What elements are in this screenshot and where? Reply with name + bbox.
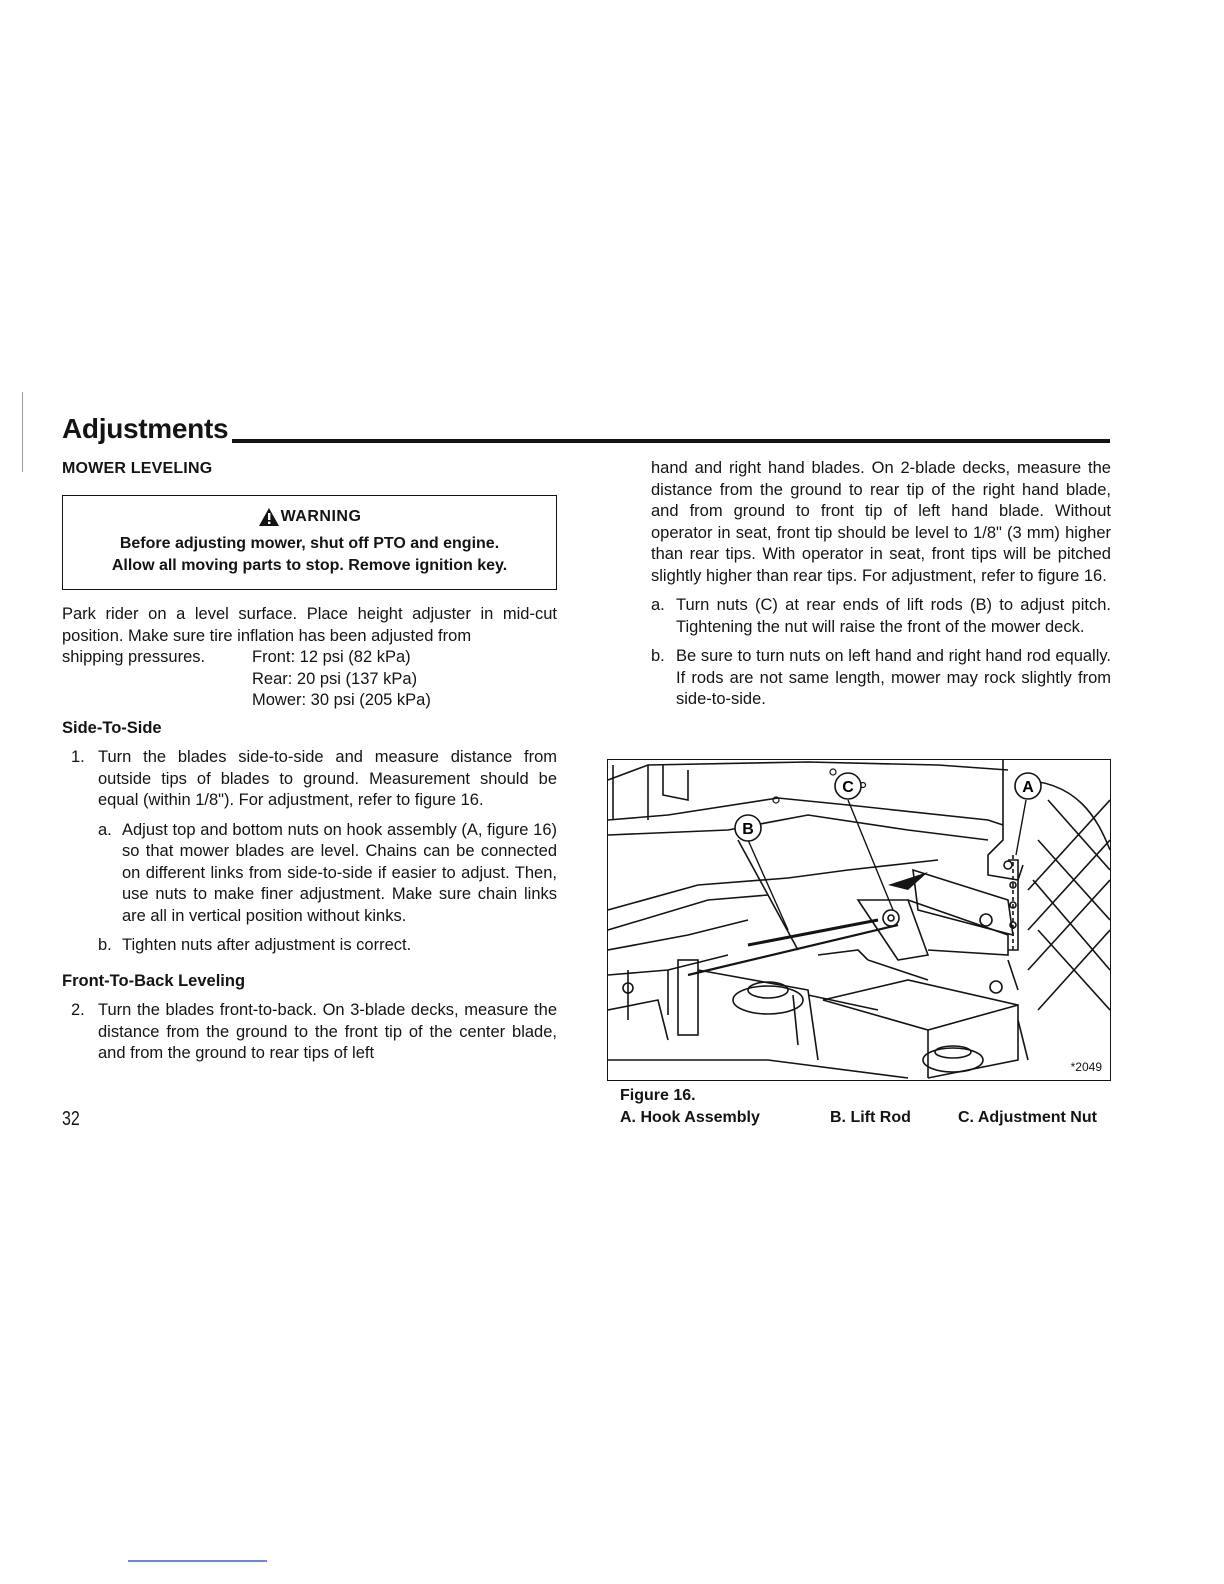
step-2-number: 2. xyxy=(71,1001,85,1019)
figure-code: *2049 xyxy=(1070,1060,1102,1074)
pressure-mower: Mower: 30 psi (205 kPa) xyxy=(252,691,431,709)
step-1a-text: Adjust top and bottom nuts on hook assembly (A, figure 16) so that mower blades are level. Chains can be connected on different links from side-to-side if easier to adjust. Then, use nuts to make finer adjustment. Make sure chain links are all in vertical position without kinks. xyxy=(122,820,557,925)
warning-label: WARNING xyxy=(280,507,362,525)
step-1a xyxy=(98,820,557,928)
step-1 xyxy=(62,747,557,812)
pressure-front: Front: 12 psi (82 kPa) xyxy=(252,648,411,666)
bottom-rule xyxy=(128,1560,267,1562)
legend-lift-rod: B. Lift Rod xyxy=(830,1109,911,1126)
title-rule xyxy=(232,439,1110,443)
figure-16-illustration xyxy=(607,759,1111,1081)
page-header xyxy=(62,413,1110,449)
callout-a xyxy=(1015,773,1041,799)
pressure-label: shipping pressures. xyxy=(62,648,206,666)
intro-paragraph: Park rider on a level surface. Place height adjuster in mid-cut position. Make sure tire inflation has been adjusted from xyxy=(62,605,557,645)
step-2b-text: Be sure to turn nuts on left hand and right hand rod equally. If rods are not same length, mower may rock slightly from side-to-side. xyxy=(676,647,1111,708)
side-to-side-heading: Side-To-Side xyxy=(62,718,162,737)
warning-header xyxy=(81,506,538,528)
step-2b-marker: b. xyxy=(651,647,665,665)
step-2a xyxy=(651,595,1111,638)
step-2a-text: Turn nuts (C) at rear ends of lift rods (B) to adjust pitch. Tightening the nut will raise the front of the mower deck. xyxy=(676,596,1111,636)
mower-deck-drawing xyxy=(608,760,1110,1080)
warning-line-1: Before adjusting mower, shut off PTO and engine. xyxy=(119,535,500,552)
step-1b xyxy=(98,935,557,957)
callout-b xyxy=(735,815,761,841)
figure-caption: Figure 16. xyxy=(620,1087,696,1104)
margin-rule xyxy=(22,392,23,472)
section-title: MOWER LEVELING xyxy=(62,460,213,477)
svg-text:C: C xyxy=(842,779,854,796)
step-1b-marker: b. xyxy=(98,936,112,954)
svg-text:A: A xyxy=(1022,779,1034,796)
warning-line-2: Allow all moving parts to stop. Remove ignition key. xyxy=(111,557,508,574)
callout-c xyxy=(835,773,861,799)
front-to-back-heading: Front-To-Back Leveling xyxy=(62,971,246,990)
step-2 xyxy=(62,1000,557,1065)
step-2a-marker: a. xyxy=(651,596,665,614)
right-column xyxy=(651,458,1111,719)
left-column xyxy=(62,458,557,1073)
pressure-rear: Rear: 20 psi (137 kPa) xyxy=(252,669,418,688)
step-1b-text: Tighten nuts after adjustment is correct. xyxy=(122,936,412,954)
step-2-text: Turn the blades front-to-back. On 3-blade decks, measure the distance from the ground to the front tip of the center blade, and from the ground to rear tips of left xyxy=(98,1001,557,1062)
step-1a-marker: a. xyxy=(98,820,112,839)
warning-icon xyxy=(258,507,280,527)
step-1-text: Turn the blades side-to-side and measure distance from outside tips of blades to ground. Measurement should be equal (within 1/8"). For adjustment, refer to figure 16. xyxy=(98,748,557,809)
svg-text:B: B xyxy=(742,821,754,838)
page-title: Adjustments xyxy=(62,413,229,444)
page-number: 32 xyxy=(62,1108,80,1130)
step-2-continued: hand and right hand blades. On 2-blade decks, measure the distance from the ground to rear tip of the right hand blade, and from ground to front tip of left hand blade. Without operator in seat, front tip should be level to 1/8" (3 mm) higher than rear tips. With operator in seat, front tips will be pitched slightly higher than rear tips. For adjustment, refer to figure 16. xyxy=(651,459,1111,585)
step-1-number: 1. xyxy=(71,748,85,766)
tire-pressures xyxy=(62,647,557,712)
legend-adjustment-nut: C. Adjustment Nut xyxy=(958,1109,1097,1126)
legend-hook-assembly: A. Hook Assembly xyxy=(620,1109,760,1126)
warning-box xyxy=(62,495,557,591)
step-2b xyxy=(651,646,1111,711)
